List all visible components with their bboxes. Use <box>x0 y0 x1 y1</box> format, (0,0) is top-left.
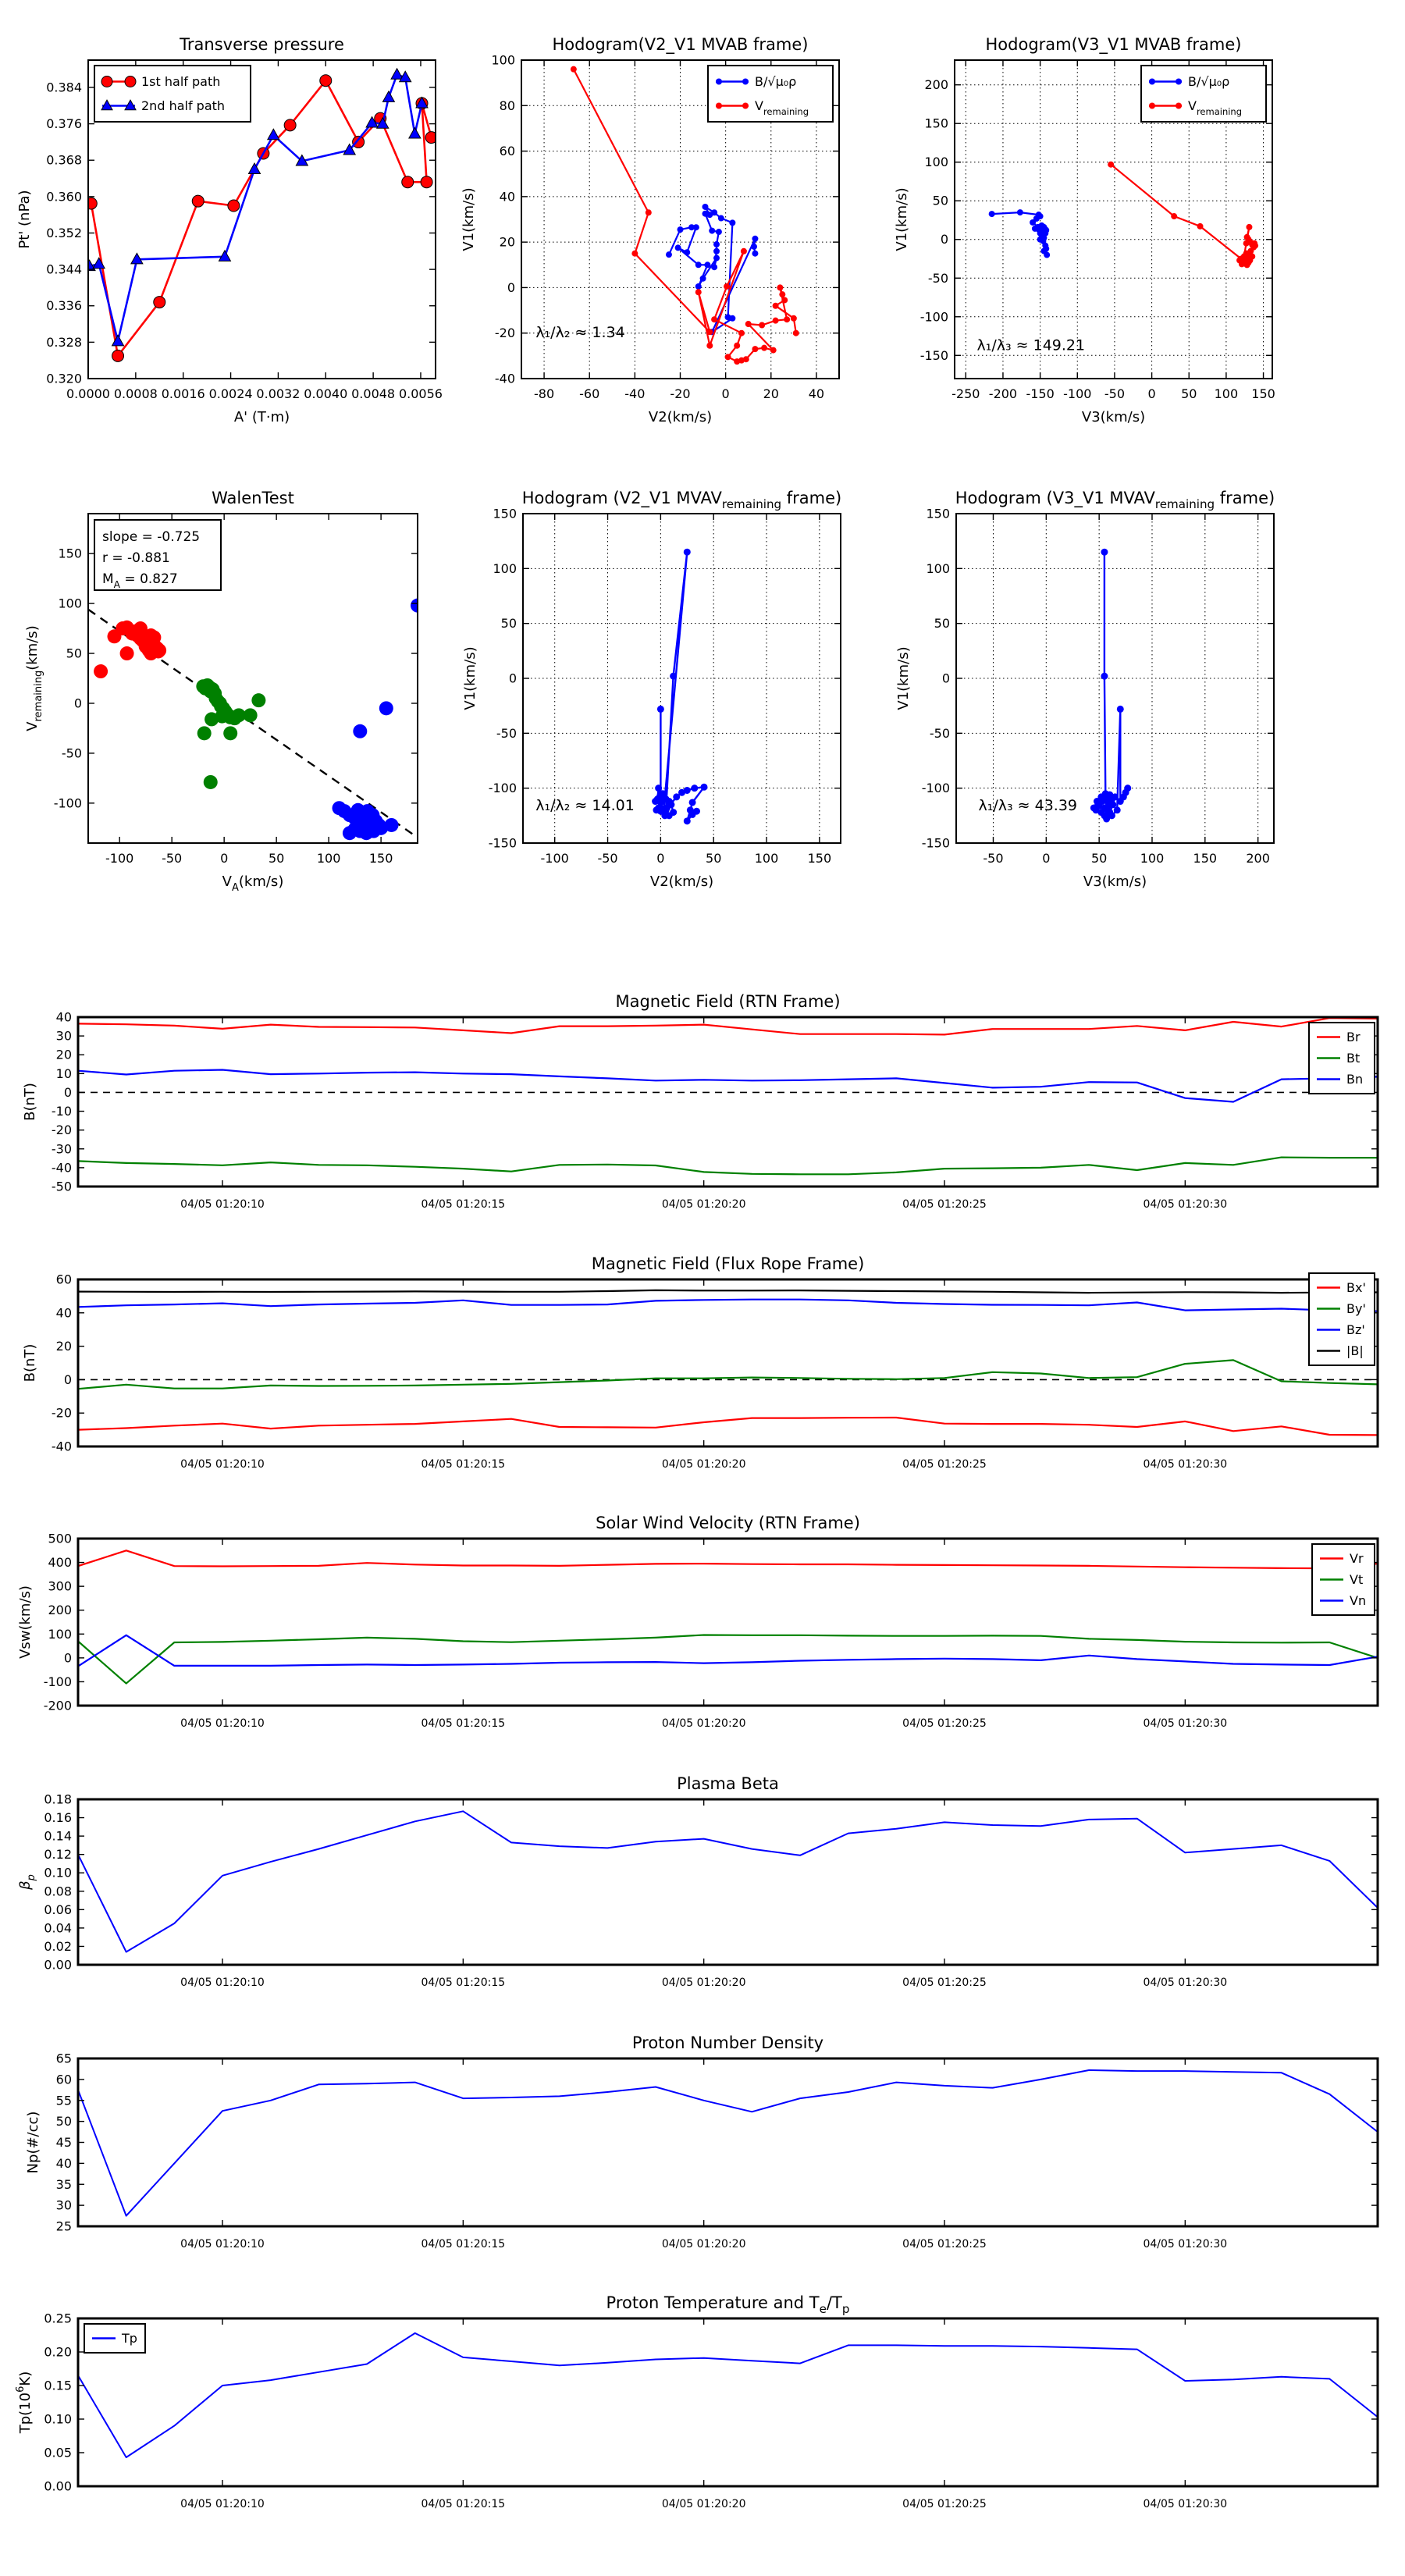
hodogram-v2v1-mvab-plot <box>443 16 874 437</box>
svg-text:-100: -100 <box>53 795 82 811</box>
svg-text:40: 40 <box>499 189 515 205</box>
proton-number-density-panel <box>0 2019 1405 2285</box>
svg-text:-50: -50 <box>51 1179 72 1194</box>
svg-text:-150: -150 <box>921 835 950 851</box>
svg-text:04/05 01:20:30: 04/05 01:20:30 <box>1143 1458 1228 1471</box>
svg-text:0.376: 0.376 <box>46 116 82 132</box>
svg-text:B(nT): B(nT) <box>22 1343 38 1382</box>
svg-text:V3(km/s): V3(km/s) <box>1083 873 1147 890</box>
svg-text:-100: -100 <box>105 851 134 866</box>
svg-text:04/05 01:20:25: 04/05 01:20:25 <box>902 1717 987 1730</box>
svg-text:45: 45 <box>55 2135 72 2150</box>
svg-text:MA = 0.827: $M_A = 0.827$ <box>102 571 178 590</box>
svg-text:150: 150 <box>926 506 950 521</box>
svg-text:300: 300 <box>48 1578 72 1594</box>
svg-text:200: 200 <box>924 77 948 93</box>
svg-text:04/05 01:20:15: 04/05 01:20:15 <box>421 2238 506 2250</box>
svg-text:40: 40 <box>55 2155 72 2171</box>
svg-text:-50: -50 <box>162 851 183 866</box>
svg-text:Bt: Bt <box>1346 1051 1361 1066</box>
svg-text:0: 0 <box>656 851 665 866</box>
svg-text:0: 0 <box>63 1372 72 1387</box>
svg-text:04/05 01:20:20: 04/05 01:20:20 <box>661 1976 746 1989</box>
svg-text:40: 40 <box>55 1305 72 1321</box>
svg-text:30: 30 <box>55 2197 72 2213</box>
svg-text:Hodogram (V2_V1 MVAVremaining: Hodogram (V2_V1 $MVAV_{remaining}$ frame) <box>521 489 842 511</box>
svg-text:0.15: 0.15 <box>44 2378 72 2393</box>
svg-text:0.328: 0.328 <box>46 334 82 350</box>
svg-text:04/05 01:20:25: 04/05 01:20:25 <box>902 1458 987 1471</box>
svg-text:40: 40 <box>808 386 825 401</box>
svg-text:150: 150 <box>493 506 517 521</box>
svg-text:0.00: 0.00 <box>44 2478 72 2494</box>
svg-text:04/05 01:20:20: 04/05 01:20:20 <box>661 2498 746 2510</box>
svg-text:200: 200 <box>48 1603 72 1618</box>
svg-text:0.25: 0.25 <box>44 2311 72 2326</box>
svg-text:0: 0 <box>721 386 730 401</box>
svg-text:0: 0 <box>941 671 950 686</box>
svg-text:V1(km/s): V1(km/s) <box>461 187 477 251</box>
svg-text:50: 50 <box>55 2114 72 2129</box>
svg-text:-40: -40 <box>494 371 515 386</box>
svg-text:0: 0 <box>507 279 515 295</box>
svg-text:60: 60 <box>499 144 515 159</box>
hodogram-v3v1-mvab-plot <box>877 16 1307 437</box>
svg-text:150: 150 <box>1251 386 1275 401</box>
svg-text:500: 500 <box>48 1531 72 1546</box>
svg-text:Hodogram(V3_V1 MVAB frame): Hodogram(V3_V1 MVAB frame) <box>985 35 1242 54</box>
svg-text:-40: -40 <box>51 1439 72 1454</box>
svg-text:04/05 01:20:20: 04/05 01:20:20 <box>661 1198 746 1211</box>
svg-text:0.320: 0.320 <box>46 371 82 386</box>
svg-text:150: 150 <box>1193 851 1218 866</box>
svg-text:20: 20 <box>55 1047 72 1062</box>
svg-text:04/05 01:20:20: 04/05 01:20:20 <box>661 1458 746 1471</box>
svg-text:-50: -50 <box>496 725 517 741</box>
svg-text:100: 100 <box>924 155 948 170</box>
svg-text:Proton Temperature and Te/Tp: Proton Temperature and $T_e/T_p$ <box>606 2293 850 2316</box>
svg-text:04/05 01:20:15: 04/05 01:20:15 <box>421 1458 506 1471</box>
svg-text:By': By' <box>1346 1301 1366 1316</box>
svg-text:Solar Wind Velocity (RTN Frame: Solar Wind Velocity (RTN Frame) <box>596 1514 860 1532</box>
svg-text:80: 80 <box>499 98 515 113</box>
svg-text:0: 0 <box>508 671 517 686</box>
svg-text:04/05 01:20:30: 04/05 01:20:30 <box>1143 1717 1228 1730</box>
svg-text:Plasma Beta: Plasma Beta <box>677 1774 779 1793</box>
svg-text:-200: -200 <box>988 386 1018 401</box>
svg-text:04/05 01:20:20: 04/05 01:20:20 <box>661 1717 746 1730</box>
svg-text:60: 60 <box>55 2072 72 2087</box>
svg-text:V1(km/s): V1(km/s) <box>462 646 478 710</box>
svg-text:λ₁/λ₃ ≈ 149.21: λ₁/λ₃ ≈ 149.21 <box>976 336 1086 354</box>
svg-text:-100: -100 <box>488 781 517 796</box>
svg-text:100: 100 <box>491 52 515 68</box>
svg-text:0.0016: 0.0016 <box>161 386 205 401</box>
svg-text:Vsw(km/s): Vsw(km/s) <box>17 1585 34 1659</box>
svg-text:04/05 01:20:20: 04/05 01:20:20 <box>661 2238 746 2250</box>
svg-text:Vremaining(km/s): $V_{remaining}(km/s)$ <box>24 625 44 731</box>
svg-text:-10: -10 <box>51 1104 72 1119</box>
svg-text:λ₁/λ₂ ≈ 1.34: λ₁/λ₂ ≈ 1.34 <box>535 323 625 341</box>
svg-text:50: 50 <box>1181 386 1197 401</box>
svg-text:0.10: 0.10 <box>44 2411 72 2427</box>
svg-text:0.00: 0.00 <box>44 1957 72 1973</box>
svg-text:0: 0 <box>220 851 229 866</box>
svg-text:V3(km/s): V3(km/s) <box>1081 409 1146 425</box>
svg-text:-100: -100 <box>919 309 948 325</box>
svg-text:-100: -100 <box>921 781 950 796</box>
svg-text:VA(km/s): $V_A(km/s)$ <box>222 873 284 894</box>
svg-text:50: 50 <box>268 851 285 866</box>
svg-text:1st half path: 1st half path <box>141 74 221 89</box>
svg-text:100: 100 <box>926 560 950 576</box>
svg-text:0: 0 <box>940 232 948 247</box>
svg-text:0.05: 0.05 <box>44 2445 72 2460</box>
svg-text:-150: -150 <box>919 347 948 363</box>
svg-text:04/05 01:20:30: 04/05 01:20:30 <box>1143 2498 1228 2510</box>
svg-text:Hodogram(V2_V1 MVAB frame): Hodogram(V2_V1 MVAB frame) <box>552 35 809 54</box>
svg-text:0: 0 <box>63 1084 72 1100</box>
svg-text:-50: -50 <box>929 725 950 741</box>
svg-text:2nd half path: 2nd half path <box>141 98 226 113</box>
svg-text:40: 40 <box>55 1009 72 1025</box>
hodogram-v3v1-mvav-plot <box>878 471 1309 906</box>
svg-text:04/05 01:20:25: 04/05 01:20:25 <box>902 2498 987 2510</box>
svg-text:50: 50 <box>932 193 948 208</box>
proton-temperature-panel <box>0 2279 1405 2545</box>
svg-text:0: 0 <box>73 696 82 711</box>
svg-text:V1(km/s): V1(km/s) <box>895 646 912 710</box>
svg-text:|B|: |B| <box>1346 1343 1364 1358</box>
svg-text:V1(km/s): V1(km/s) <box>894 187 910 251</box>
svg-text:50: 50 <box>500 616 517 632</box>
svg-text:65: 65 <box>55 2051 72 2066</box>
svg-text:50: 50 <box>706 851 722 866</box>
svg-text:04/05 01:20:30: 04/05 01:20:30 <box>1143 1198 1228 1211</box>
svg-text:50: 50 <box>1090 851 1108 866</box>
svg-text:04/05 01:20:10: 04/05 01:20:10 <box>180 1458 265 1471</box>
svg-text:-30: -30 <box>51 1141 72 1157</box>
svg-text:-80: -80 <box>534 386 555 401</box>
svg-text:Magnetic Field (RTN Frame): Magnetic Field (RTN Frame) <box>615 992 841 1011</box>
svg-text:0.04: 0.04 <box>44 1920 72 1936</box>
svg-text:30: 30 <box>55 1028 72 1044</box>
svg-text:Proton Number Density: Proton Number Density <box>631 2033 824 2052</box>
svg-text:-150: -150 <box>1026 386 1055 401</box>
svg-text:Vn: Vn <box>1350 1593 1367 1608</box>
magnetic-field-rtn-panel <box>0 978 1405 1245</box>
svg-text:04/05 01:20:30: 04/05 01:20:30 <box>1143 2238 1228 2250</box>
svg-text:04/05 01:20:15: 04/05 01:20:15 <box>421 1976 506 1989</box>
svg-text:100: 100 <box>48 1626 72 1642</box>
svg-text:0.0048: 0.0048 <box>351 386 396 401</box>
svg-text:20: 20 <box>55 1339 72 1354</box>
svg-text:-100: -100 <box>1063 386 1092 401</box>
svg-text:100: 100 <box>1214 386 1239 401</box>
hodogram-v2v1-mvav-plot <box>445 471 876 906</box>
svg-text:04/05 01:20:25: 04/05 01:20:25 <box>902 1976 987 1989</box>
svg-text:04/05 01:20:10: 04/05 01:20:10 <box>180 1976 265 1989</box>
svg-text:0.08: 0.08 <box>44 1884 72 1899</box>
svg-text:V2(km/s): V2(km/s) <box>648 409 713 425</box>
svg-text:0.360: 0.360 <box>46 189 82 205</box>
svg-text:04/05 01:20:15: 04/05 01:20:15 <box>421 2498 506 2510</box>
svg-text:04/05 01:20:10: 04/05 01:20:10 <box>180 1717 265 1730</box>
svg-text:Vremaining: $V_{remaining}$ <box>755 98 809 117</box>
svg-text:Tp: Tp <box>122 2331 137 2346</box>
svg-text:-50: -50 <box>61 745 82 761</box>
svg-text:λ₁/λ₃ ≈ 43.39: λ₁/λ₃ ≈ 43.39 <box>978 796 1078 814</box>
svg-text:B/√μ₀ρ: B/√μ₀ρ <box>1188 74 1230 89</box>
svg-text:0.0008: 0.0008 <box>113 386 158 401</box>
svg-text:B/√μ₀ρ: B/√μ₀ρ <box>755 74 797 89</box>
svg-text:35: 35 <box>55 2176 72 2192</box>
svg-text:0.344: 0.344 <box>46 262 82 277</box>
svg-text:-40: -40 <box>624 386 646 401</box>
svg-text:100: 100 <box>316 851 341 866</box>
svg-text:Vr: Vr <box>1350 1551 1364 1566</box>
svg-text:-200: -200 <box>43 1698 72 1713</box>
svg-text:B(nT): B(nT) <box>22 1083 38 1121</box>
svg-text:0.0056: 0.0056 <box>398 386 443 401</box>
svg-text:-50: -50 <box>1104 386 1125 401</box>
magnetic-field-flux-rope-panel <box>0 1240 1405 1505</box>
svg-text:Br: Br <box>1346 1030 1361 1044</box>
svg-text:A' (T·m): A' (T·m) <box>233 409 290 425</box>
svg-text:0.12: 0.12 <box>44 1847 72 1863</box>
svg-text:100: 100 <box>1140 851 1165 866</box>
svg-text:-20: -20 <box>670 386 691 401</box>
svg-text:0.20: 0.20 <box>44 2344 72 2360</box>
svg-text:04/05 01:20:15: 04/05 01:20:15 <box>421 1717 506 1730</box>
svg-text:Vremaining: $V_{remaining}$ <box>1188 98 1243 117</box>
svg-text:slope = -0.725: slope = -0.725 <box>102 529 201 545</box>
svg-text:-60: -60 <box>579 386 600 401</box>
svg-text:-100: -100 <box>43 1674 72 1689</box>
svg-text:r = -0.881: r = -0.881 <box>102 550 170 566</box>
svg-text:20: 20 <box>499 234 515 250</box>
svg-text:-150: -150 <box>488 835 517 851</box>
svg-text:150: 150 <box>58 546 82 561</box>
svg-text:Magnetic Field (Flux Rope Fram: Magnetic Field (Flux Rope Frame) <box>591 1254 865 1273</box>
svg-text:150: 150 <box>807 851 832 866</box>
svg-text:04/05 01:20:15: 04/05 01:20:15 <box>421 1198 506 1211</box>
svg-text:-20: -20 <box>51 1123 72 1138</box>
svg-text:04/05 01:20:10: 04/05 01:20:10 <box>180 2238 265 2250</box>
svg-text:Pt' (nPa): Pt' (nPa) <box>16 190 33 249</box>
svg-text:Vt: Vt <box>1350 1572 1364 1587</box>
svg-text:0.06: 0.06 <box>44 1902 72 1917</box>
svg-text:0.10: 0.10 <box>44 1865 72 1880</box>
svg-text:βp: $\beta_p$ <box>17 1874 37 1890</box>
svg-text:150: 150 <box>368 851 393 866</box>
svg-text:0.0040: 0.0040 <box>304 386 348 401</box>
svg-text:04/05 01:20:25: 04/05 01:20:25 <box>902 2238 987 2250</box>
svg-text:0.0024: 0.0024 <box>208 386 253 401</box>
svg-text:Tp(106K): $Tp(10^6K)$ <box>15 2371 34 2434</box>
svg-text:50: 50 <box>66 646 82 661</box>
svg-text:400: 400 <box>48 1555 72 1571</box>
svg-text:-20: -20 <box>51 1405 72 1421</box>
svg-text:04/05 01:20:25: 04/05 01:20:25 <box>902 1198 987 1211</box>
svg-text:0.14: 0.14 <box>44 1828 72 1844</box>
svg-text:0.18: 0.18 <box>44 1791 72 1807</box>
svg-text:0.352: 0.352 <box>46 225 82 240</box>
svg-text:0.336: 0.336 <box>46 298 82 314</box>
svg-text:25: 25 <box>55 2218 72 2234</box>
svg-text:0: 0 <box>63 1650 72 1666</box>
svg-text:0.0032: 0.0032 <box>256 386 301 401</box>
svg-text:0.384: 0.384 <box>46 80 82 95</box>
svg-text:100: 100 <box>754 851 779 866</box>
svg-text:Bx': Bx' <box>1346 1280 1366 1295</box>
svg-text:Bn: Bn <box>1346 1072 1364 1087</box>
svg-text:-100: -100 <box>540 851 569 866</box>
svg-text:WalenTest: WalenTest <box>212 489 294 507</box>
svg-text:100: 100 <box>58 596 82 611</box>
svg-text:55: 55 <box>55 2093 72 2108</box>
svg-text:04/05 01:20:10: 04/05 01:20:10 <box>180 2498 265 2510</box>
svg-text:0.16: 0.16 <box>44 1810 72 1826</box>
svg-text:150: 150 <box>924 116 948 131</box>
svg-text:04/05 01:20:30: 04/05 01:20:30 <box>1143 1976 1228 1989</box>
walen-test-plot <box>10 471 453 906</box>
svg-text:Hodogram (V3_V1 MVAVremaining: Hodogram (V3_V1 $MVAV_{remaining}$ frame) <box>955 489 1275 511</box>
svg-text:10: 10 <box>55 1066 72 1081</box>
svg-text:λ₁/λ₂ ≈ 14.01: λ₁/λ₂ ≈ 14.01 <box>535 796 635 814</box>
svg-text:-50: -50 <box>983 851 1004 866</box>
transverse-pressure-plot <box>10 16 471 437</box>
svg-text:04/05 01:20:10: 04/05 01:20:10 <box>180 1198 265 1211</box>
svg-text:200: 200 <box>1246 851 1270 866</box>
svg-text:100: 100 <box>493 560 517 576</box>
plasma-beta-panel <box>0 1760 1405 2023</box>
svg-text:0: 0 <box>1147 386 1156 401</box>
solar-wind-velocity-panel <box>0 1500 1405 1764</box>
svg-text:V2(km/s): V2(km/s) <box>649 873 714 890</box>
svg-text:20: 20 <box>763 386 779 401</box>
svg-text:60: 60 <box>55 1272 72 1287</box>
svg-text:50: 50 <box>934 616 950 632</box>
svg-text:0.368: 0.368 <box>46 152 82 168</box>
svg-text:Bz': Bz' <box>1346 1322 1365 1337</box>
svg-text:-40: -40 <box>51 1160 72 1176</box>
svg-text:-50: -50 <box>597 851 618 866</box>
svg-text:Transverse pressure: Transverse pressure <box>180 35 344 54</box>
svg-text:-50: -50 <box>927 270 948 286</box>
svg-text:0: 0 <box>1042 851 1051 866</box>
svg-text:0.02: 0.02 <box>44 1938 72 1954</box>
svg-text:-20: -20 <box>494 326 515 341</box>
svg-text:-250: -250 <box>951 386 980 401</box>
svg-text:Np(#/cc): Np(#/cc) <box>25 2111 41 2174</box>
svg-text:0.0000: 0.0000 <box>66 386 110 401</box>
